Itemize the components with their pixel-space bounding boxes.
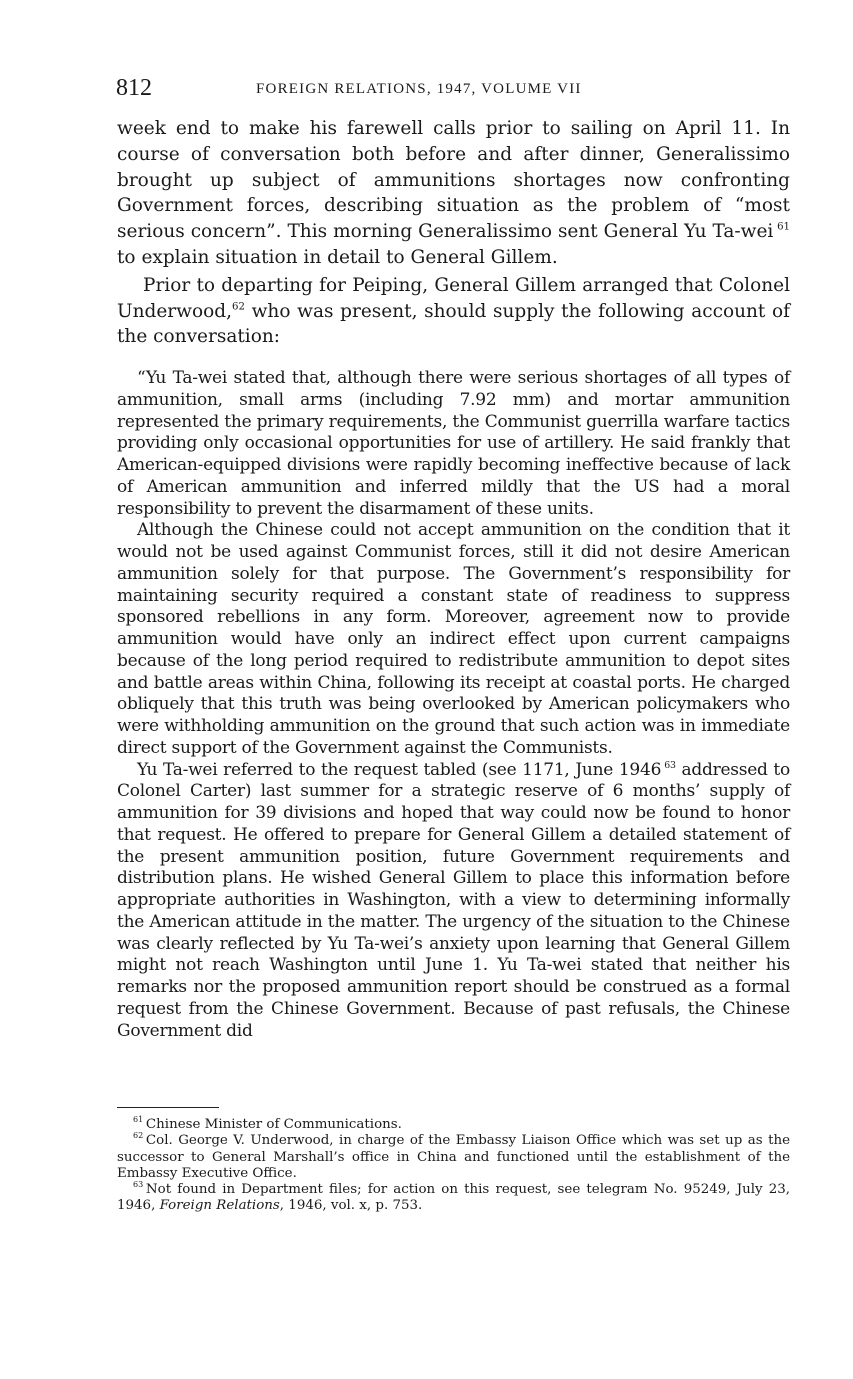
page-header — [116, 74, 790, 104]
quote-text: addressed to Colonel Carter) last summer for a strategic reserve of 6 months’ supply of ammunition for 39 divisions and hoped that way could now be found to honor that request. He offered to prepare for General Gillem a detailed statement of the present ammunition position, future Government requirements and distribution plans. He wished General Gillem to place this information before appropriate authorities in Washington, with a view to determining informally the American attitude in the matter. The urgency of the situation to the Chinese was clearly reflected by Yu Ta-wei’s anxiety upon learning that General Gillem might not reach Washington until June 1. Yu Ta-wei stated that neither his remarks nor the proposed ammunition report should be construed as a formal request from the Chinese Government. Because of past refusals, the Chinese Government did — [117, 759, 790, 1041]
footnote-divider — [117, 1107, 219, 1108]
page-number: 812 — [116, 75, 152, 101]
body-text — [117, 116, 790, 350]
paragraph-text: week end to make his farewell calls prior to sailing on April 11. In course of conversation both before and after dinner, Generalissimo brought up subject of ammunitions shortages now confronting Government forces, describing situation as the problem of “most serious concern”. This morning Generalissimo sent General Yu Ta-wei — [117, 118, 790, 243]
footnote-mark: 61 — [133, 1114, 144, 1124]
running-head: FOREIGN RELATIONS, 1947, VOLUME VII — [256, 81, 582, 97]
footnote-text: Not found in Department files; for action on this request, see telegram No. 95249, July 23, 1946, — [117, 1182, 790, 1214]
footnote — [117, 1114, 790, 1133]
quote-paragraph — [117, 760, 790, 1043]
paragraph-text: to explain situation in detail to General Gillem. — [117, 246, 558, 268]
footnote-text: , 1946, vol. x, p. 753. — [279, 1198, 423, 1214]
footnotes — [117, 1114, 790, 1215]
footnote-reference: 61 — [777, 221, 790, 233]
footnote-text: Col. George V. Underwood, in charge of the Embassy Liaison Office which was set up as the successor to General Marshall’s office in China and functioned until the establishment of the Embassy Executive Office. — [117, 1133, 790, 1181]
paragraph-text: Prior to departing for Peiping, General Gillem arranged that Colonel Underwood, — [117, 274, 790, 322]
footnote-reference: 63 — [664, 759, 676, 771]
footnote — [117, 1133, 790, 1182]
paragraph-text: who was present, should supply the following account of the conversation: — [117, 300, 790, 348]
paragraph — [117, 273, 790, 350]
quote-text: Yu Ta-wei referred to the request tabled (see 1171, June 1946 — [137, 759, 662, 780]
footnote-reference: 62 — [231, 300, 245, 312]
footnote-citation-title: Foreign Relations — [159, 1198, 280, 1214]
paragraph — [117, 116, 790, 271]
footnote-mark: 62 — [133, 1131, 144, 1141]
quote-paragraph: Although the Chinese could not accept ammunition on the condition that it would not be used against Communist forces, still it did not desire American ammunition solely for that purpose. The Government’s responsibility for maintaining security required a constant state of readiness to suppress sponsored rebellions in any form. Moreover, agreement now to provide ammunition would have only an indirect effect upon current campaigns because of the long period required to redistribute ammunition to depot sites and battle areas within China, following its receipt at coastal ports. He charged obliquely that this truth was being overlooked by American policymakers who were withholding ammunition on the ground that such action was in immediate direct support of the Government against the Communists. — [117, 520, 790, 758]
footnote — [117, 1182, 790, 1215]
block-quote — [117, 368, 790, 1042]
footnote-text: Chinese Minister of Communications. — [145, 1117, 402, 1132]
quote-paragraph: “Yu Ta-wei stated that, although there were serious shortages of all types of ammunition, small arms (including 7.92 mm) and mortar ammunition represented the primary requirements, the Communist guerrilla warfare tactics providing only occasional opportunities for use of artillery. He said frankly that American-equipped divisions were rapidly becoming ineffective because of lack of American ammunition and inferred mildly that the US had a moral responsibility to prevent the disarmament of these units. — [117, 368, 790, 519]
footnote-mark: 63 — [133, 1180, 144, 1190]
